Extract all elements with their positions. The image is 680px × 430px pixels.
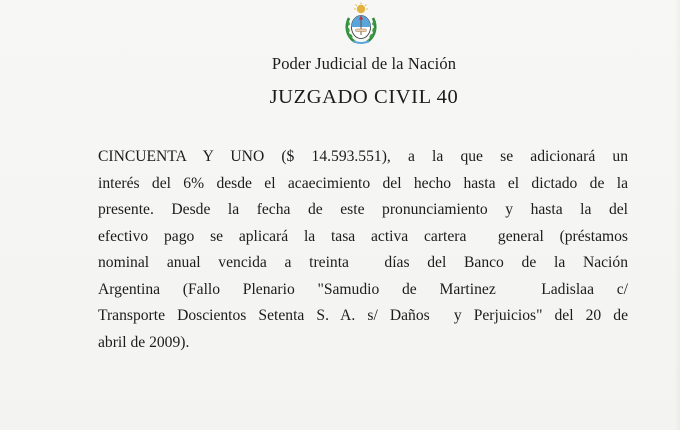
page-edge-shadow [674, 0, 680, 430]
paragraph-line: nominal anual vencida a treinta días del Banco de la Nación [98, 254, 628, 271]
paragraph-line: Argentina (Fallo Plenario "Samudio de Martinez Ladislaa c/ [98, 280, 628, 298]
paragraph-line: CINCUENTA Y UNO ($ 14.593.551), a la que se adicionará un [98, 148, 628, 165]
paragraph-line: Transporte Doscientos Setenta S. A. s/ Daños y Perjuicios" del 20 de [98, 307, 628, 324]
paragraph-line: interés del 6% desde el acaecimiento del hecho hasta el dictado de la [98, 174, 628, 192]
resolution-paragraph [98, 144, 628, 356]
paragraph-line: efectivo pago se aplicará la tasa activa cartera general (préstamos [98, 227, 628, 245]
paragraph-line: abril de 2009). [98, 333, 190, 351]
paragraph-line: presente. Desde la fecha de este pronunciamiento y hasta la del [98, 201, 628, 218]
argentine-coat-of-arms-icon [343, 2, 379, 46]
court-name: Poder Judicial de la Nación [271, 54, 457, 73]
court-division-title: JUZGADO CIVIL 40 [269, 86, 459, 108]
